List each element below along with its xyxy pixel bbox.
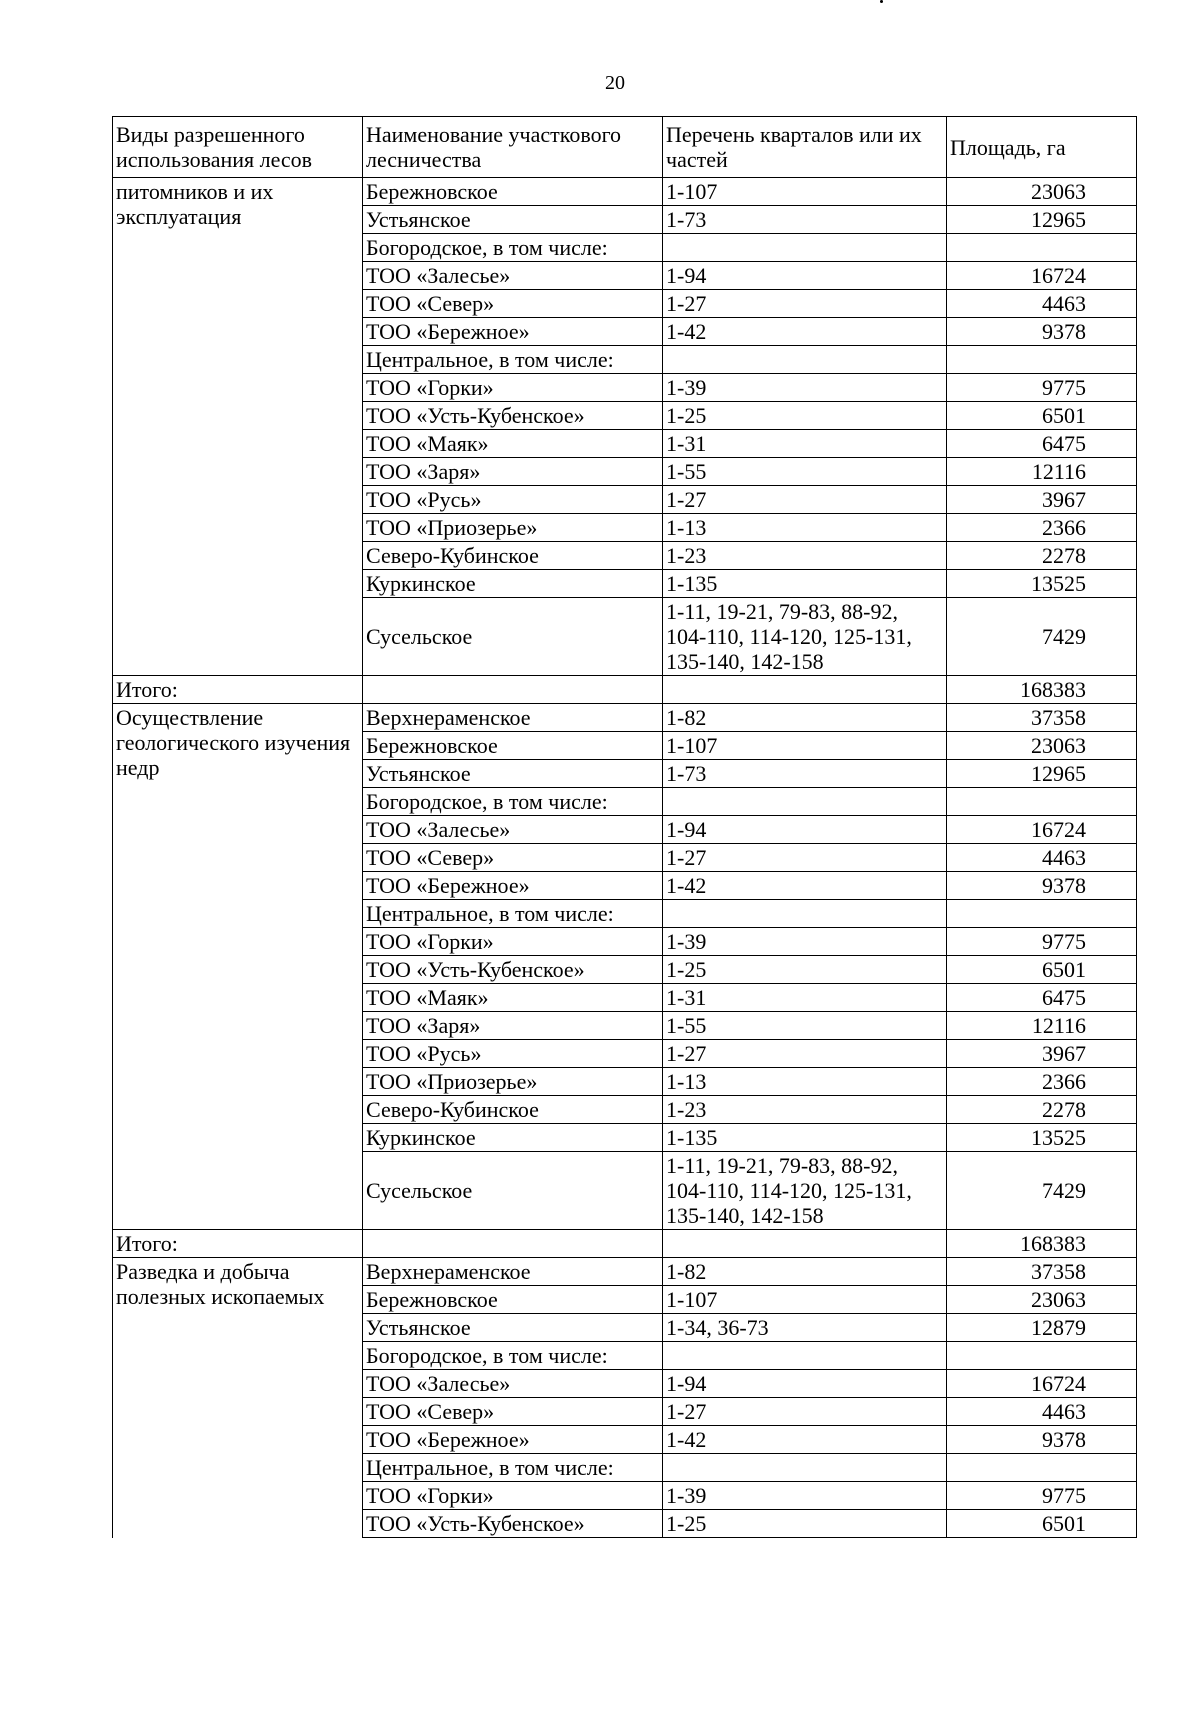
forestry-name-cell: Устьянское — [363, 1314, 663, 1342]
quarters-cell: 1-82 — [663, 704, 947, 732]
area-cell: 16724 — [947, 816, 1137, 844]
forestry-name-cell: Богородское, в том числе: — [363, 234, 663, 262]
quarters-cell: 1-73 — [663, 760, 947, 788]
forestry-name-cell: ТОО «Усть-Кубенское» — [363, 1510, 663, 1538]
quarters-cell: 1-55 — [663, 1012, 947, 1040]
area-cell: 13525 — [947, 1124, 1137, 1152]
area-cell: 13525 — [947, 570, 1137, 598]
quarters-cell: 1-39 — [663, 1482, 947, 1510]
forestry-name-cell: Верхнераменское — [363, 1258, 663, 1286]
page-number: 20 — [605, 72, 625, 94]
quarters-cell: 1-107 — [663, 732, 947, 760]
header-use-type: Виды разрешенного использования лесов — [113, 117, 363, 178]
empty-cell — [363, 676, 663, 704]
forestry-name-cell: Бережновское — [363, 732, 663, 760]
forestry-name-cell: Сусельское — [363, 598, 663, 676]
forestry-name-cell: Сусельское — [363, 1152, 663, 1230]
quarters-cell: 1-27 — [663, 844, 947, 872]
forestry-name-cell: ТОО «Горки» — [363, 928, 663, 956]
forestry-name-cell: ТОО «Бережное» — [363, 872, 663, 900]
area-cell: 23063 — [947, 1286, 1137, 1314]
area-cell: 9775 — [947, 374, 1137, 402]
table-body — [113, 117, 1137, 1538]
area-cell — [947, 1454, 1137, 1482]
forestry-name-cell: ТОО «Залесье» — [363, 262, 663, 290]
quarters-cell: 1-42 — [663, 1426, 947, 1454]
area-cell: 23063 — [947, 732, 1137, 760]
area-cell: 6501 — [947, 1510, 1137, 1538]
area-cell: 23063 — [947, 178, 1137, 206]
table-row — [113, 704, 1137, 732]
forest-use-table — [112, 116, 1137, 1538]
forestry-name-cell: ТОО «Горки» — [363, 1482, 663, 1510]
forestry-name-cell: Бережновское — [363, 1286, 663, 1314]
quarters-cell: 1-135 — [663, 1124, 947, 1152]
quarters-cell: 1-94 — [663, 262, 947, 290]
table-row — [113, 178, 1137, 206]
forestry-name-cell: ТОО «Приозерье» — [363, 1068, 663, 1096]
quarters-cell: 1-39 — [663, 928, 947, 956]
quarters-cell — [663, 788, 947, 816]
quarters-cell: 1-23 — [663, 1096, 947, 1124]
quarters-cell: 1-107 — [663, 1286, 947, 1314]
quarters-cell: 1-82 — [663, 1258, 947, 1286]
forestry-name-cell: Бережновское — [363, 178, 663, 206]
area-cell: 4463 — [947, 1398, 1137, 1426]
area-cell: 9378 — [947, 872, 1137, 900]
use-type-cell: Осуществление геологического изучения недр — [113, 704, 363, 1230]
quarters-cell — [663, 1454, 947, 1482]
quarters-cell: 1-94 — [663, 1370, 947, 1398]
quarters-cell: 1-94 — [663, 816, 947, 844]
forestry-name-cell: ТОО «Горки» — [363, 374, 663, 402]
quarters-cell: 1-39 — [663, 374, 947, 402]
forestry-name-cell: ТОО «Север» — [363, 844, 663, 872]
area-cell — [947, 234, 1137, 262]
area-cell: 7429 — [947, 598, 1137, 676]
forestry-name-cell: Северо-Кубинское — [363, 1096, 663, 1124]
forestry-name-cell: Куркинское — [363, 570, 663, 598]
empty-cell — [663, 1230, 947, 1258]
area-cell: 4463 — [947, 290, 1137, 318]
area-cell: 12879 — [947, 1314, 1137, 1342]
quarters-cell: 1-55 — [663, 458, 947, 486]
forestry-name-cell: ТОО «Бережное» — [363, 318, 663, 346]
area-cell — [947, 788, 1137, 816]
use-type-cell: питомников и их эксплуатация — [113, 178, 363, 676]
area-cell: 16724 — [947, 1370, 1137, 1398]
area-cell: 12116 — [947, 458, 1137, 486]
forestry-name-cell: ТОО «Заря» — [363, 1012, 663, 1040]
area-cell: 9378 — [947, 1426, 1137, 1454]
forestry-name-cell: ТОО «Русь» — [363, 1040, 663, 1068]
forestry-name-cell: ТОО «Усть-Кубенское» — [363, 956, 663, 984]
scan-speck — [880, 0, 883, 3]
area-cell: 9378 — [947, 318, 1137, 346]
quarters-cell: 1-11, 19-21, 79-83, 88-92, 104-110, 114-120, 125-131, 135-140, 142-158 — [663, 1152, 947, 1230]
forestry-name-cell: Северо-Кубинское — [363, 542, 663, 570]
area-cell: 2366 — [947, 1068, 1137, 1096]
empty-cell — [363, 1230, 663, 1258]
quarters-cell: 1-25 — [663, 402, 947, 430]
quarters-cell: 1-73 — [663, 206, 947, 234]
table-row — [113, 1258, 1137, 1286]
total-label: Итого: — [113, 676, 363, 704]
area-cell: 6475 — [947, 430, 1137, 458]
area-cell — [947, 1342, 1137, 1370]
quarters-cell: 1-27 — [663, 1398, 947, 1426]
area-cell: 2366 — [947, 514, 1137, 542]
area-cell: 4463 — [947, 844, 1137, 872]
quarters-cell: 1-42 — [663, 872, 947, 900]
forestry-name-cell: Верхнераменское — [363, 704, 663, 732]
quarters-cell: 1-42 — [663, 318, 947, 346]
area-cell: 12116 — [947, 1012, 1137, 1040]
quarters-cell: 1-27 — [663, 290, 947, 318]
total-row — [113, 1230, 1137, 1258]
quarters-cell: 1-25 — [663, 1510, 947, 1538]
header-forestry-name: Наименование участкового лесничества — [363, 117, 663, 178]
total-row — [113, 676, 1137, 704]
quarters-cell — [663, 234, 947, 262]
area-cell — [947, 346, 1137, 374]
forestry-name-cell: ТОО «Маяк» — [363, 430, 663, 458]
empty-cell — [663, 676, 947, 704]
forestry-name-cell: ТОО «Усть-Кубенское» — [363, 402, 663, 430]
area-cell: 16724 — [947, 262, 1137, 290]
area-cell: 2278 — [947, 1096, 1137, 1124]
quarters-cell — [663, 1342, 947, 1370]
area-cell: 3967 — [947, 1040, 1137, 1068]
use-type-cell: Разведка и добыча полезных ископаемых — [113, 1258, 363, 1538]
area-cell: 2278 — [947, 542, 1137, 570]
header-quarters: Перечень кварталов или их частей — [663, 117, 947, 178]
quarters-cell: 1-23 — [663, 542, 947, 570]
area-cell — [947, 900, 1137, 928]
quarters-cell: 1-27 — [663, 1040, 947, 1068]
quarters-cell: 1-13 — [663, 514, 947, 542]
area-cell: 6475 — [947, 984, 1137, 1012]
area-cell: 7429 — [947, 1152, 1137, 1230]
forestry-name-cell: ТОО «Север» — [363, 1398, 663, 1426]
forestry-name-cell: Богородское, в том числе: — [363, 1342, 663, 1370]
forestry-name-cell: Устьянское — [363, 760, 663, 788]
area-cell: 6501 — [947, 956, 1137, 984]
forestry-name-cell: ТОО «Залесье» — [363, 1370, 663, 1398]
quarters-cell: 1-31 — [663, 430, 947, 458]
area-cell: 37358 — [947, 704, 1137, 732]
forestry-name-cell: ТОО «Приозерье» — [363, 514, 663, 542]
header-area: Площадь, га — [947, 117, 1137, 178]
forestry-name-cell: Центральное, в том числе: — [363, 900, 663, 928]
forestry-name-cell: ТОО «Север» — [363, 290, 663, 318]
quarters-cell — [663, 346, 947, 374]
quarters-cell: 1-13 — [663, 1068, 947, 1096]
forestry-name-cell: ТОО «Бережное» — [363, 1426, 663, 1454]
forestry-name-cell: Центральное, в том числе: — [363, 1454, 663, 1482]
total-area-cell: 168383 — [947, 676, 1137, 704]
area-cell: 9775 — [947, 1482, 1137, 1510]
total-area-cell: 168383 — [947, 1230, 1137, 1258]
quarters-cell: 1-107 — [663, 178, 947, 206]
area-cell: 12965 — [947, 760, 1137, 788]
quarters-cell: 1-11, 19-21, 79-83, 88-92, 104-110, 114-120, 125-131, 135-140, 142-158 — [663, 598, 947, 676]
forestry-name-cell: Куркинское — [363, 1124, 663, 1152]
quarters-cell: 1-34, 36-73 — [663, 1314, 947, 1342]
forestry-name-cell: ТОО «Заря» — [363, 458, 663, 486]
forestry-name-cell: Центральное, в том числе: — [363, 346, 663, 374]
quarters-cell: 1-135 — [663, 570, 947, 598]
forestry-name-cell: ТОО «Русь» — [363, 486, 663, 514]
quarters-cell: 1-27 — [663, 486, 947, 514]
quarters-cell — [663, 900, 947, 928]
area-cell: 3967 — [947, 486, 1137, 514]
forestry-name-cell: ТОО «Залесье» — [363, 816, 663, 844]
quarters-cell: 1-25 — [663, 956, 947, 984]
table-header-row — [113, 117, 1137, 178]
forestry-name-cell: Богородское, в том числе: — [363, 788, 663, 816]
forestry-name-cell: Устьянское — [363, 206, 663, 234]
area-cell: 12965 — [947, 206, 1137, 234]
forestry-name-cell: ТОО «Маяк» — [363, 984, 663, 1012]
area-cell: 9775 — [947, 928, 1137, 956]
area-cell: 6501 — [947, 402, 1137, 430]
total-label: Итого: — [113, 1230, 363, 1258]
quarters-cell: 1-31 — [663, 984, 947, 1012]
area-cell: 37358 — [947, 1258, 1137, 1286]
